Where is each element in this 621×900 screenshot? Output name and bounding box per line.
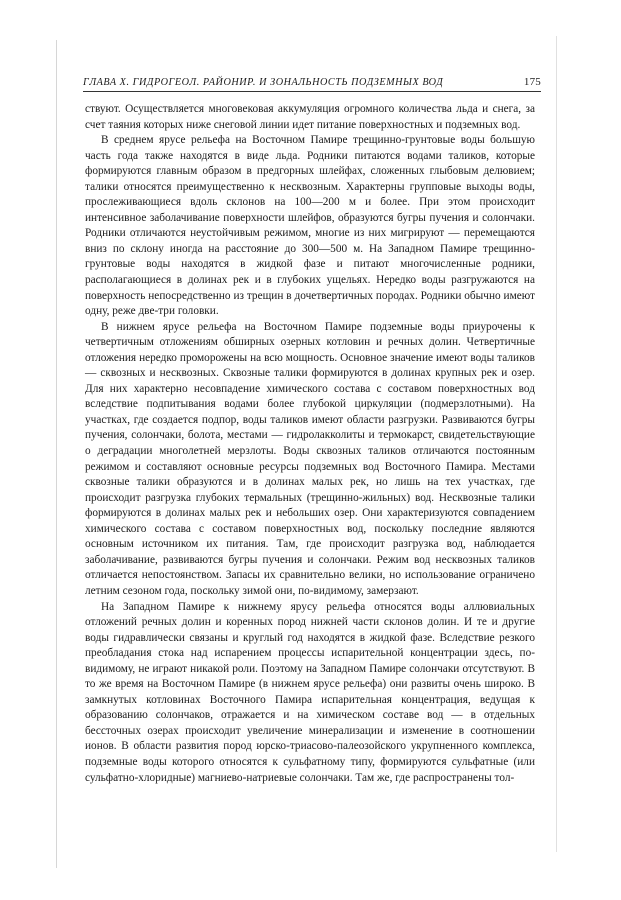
paragraph-middle-tier: В среднем ярусе рельефа на Восточном Памире трещинно-грунтовые воды большую часть года также находятся в виде льда. Родники питаются водами таликов, которые формируются главным образом в предгорных шлейфах, сложенных глыбовым делювием; талики относятся преимущественно к несквозным. Характерны групповые выходы воды, прослеживающиеся вдоль склонов на 100—200 м и более. При этом происходит интенсивное заболачивание поверхности шлейфов, образуются бугры пучения и солончаки. Родники отличаются неустойчивым режимом, многие из них мигрируют — перемещаются вниз по склону иногда на расстояние до 300—500 м. На Западном Памире трещинно-грунтовые воды находятся в жидкой фазе и питают многочисленные родники, располагающиеся в долинах рек и в глубоких ущельях. Нередко воды разгружаются на поверхность непосредственно из трещин в дочетвертичных породах. Родники обычно имеют одну, реже две-три головки.	[85, 134, 535, 318]
paragraph-lower-tier-east: В нижнем ярусе рельефа на Восточном Памире подземные воды приурочены к четвертичным отложениям обширных озерных котловин и речных долин. Четвертичные отложения нередко проморожены на всю мощность. Основное значение имеют воды таликов — сквозных и несквозных. Сквозные талики формируются в долинах крупных рек и озер. Для них характерно несовпадение химического состава с составом поверхностных вод вследствие подпитывания водами более глубокой циркуляции (подмерзлотными). На участках, где создается подпор, воды таликов имеют области разгрузки. Развиваются бугры пучения, солончаки, болота, местами — гидролакколиты и термокарст, свидетельствующие о деградации многолетней мерзлоты. Воды сквозных таликов отличаются постоянным режимом и составляют основные ресурсы подземных вод Восточного Памира. Местами сквозные талики образуются и в долинах малых рек, но лишь на тех участках, где происходит разгрузка глубоких термальных (трещинно-жильных) вод. Несквозные талики формируются в долинах малых рек и небольших озер. Они характеризуются совпадением химического состава с составом поверхностных вод, поскольку последние являются основным источником их питания. Там, где происходит разгрузка вод, наблюдается заболачивание, развиваются бугры пучения и солончаки. Режим вод несквозных таликов отличается непостоянством. Запасы их сравнительно велики, но использование ограничено летним сезоном года, поскольку зимой они, по-видимому, замерзают.	[85, 320, 535, 597]
running-header	[83, 76, 541, 92]
scan-border-right	[556, 36, 557, 852]
scan-border-left	[56, 40, 57, 868]
paragraph-continuation: ствуют. Осуществляется многовековая аккумуляция огромного количества льда и снега, за счет таяния которых ниже снеговой линии идет питание поверхностных и подземных вод.	[85, 103, 535, 131]
body-text	[85, 102, 535, 786]
chapter-title: ГЛАВА X. ГИДРОГЕОЛ. РАЙОНИР. И ЗОНАЛЬНОСТЬ ПОДЗЕМНЫХ ВОД	[83, 77, 444, 88]
paragraph-lower-tier-west: На Западном Памире к нижнему ярусу рельефа относятся воды аллювиальных отложений речных долин и коренных пород нижней части склонов долин. И те и другие воды гидравлически связаны и круглый год находятся в жидкой фазе. Вследствие резкого преобладания стока над испарением процессы испарительной концентрации здесь, по-видимому, не играют никакой роли. Поэтому на Западном Памире солончаки отсутствуют. В то же время на Восточном Памире (в нижнем ярусе рельефа) они развиты очень широко. В замкнутых котловинах Восточного Памира испарительная концентрация, ведущая к образованию солончаков, отражается и на химическом составе вод — в отдельных бессточных озерах происходит увеличение минерализации и изменение в соотношении ионов. В области развития пород юрско-триасово-палеозойского укрупненного комплекса, подземные воды которого относятся к сульфатному типу, формируются сульфатные (или сульфатно-хлоридные) магниево-натриевые солончаки. Там же, где распространены тол-	[85, 600, 535, 784]
page-number: 175	[523, 76, 541, 88]
book-page	[83, 76, 541, 786]
